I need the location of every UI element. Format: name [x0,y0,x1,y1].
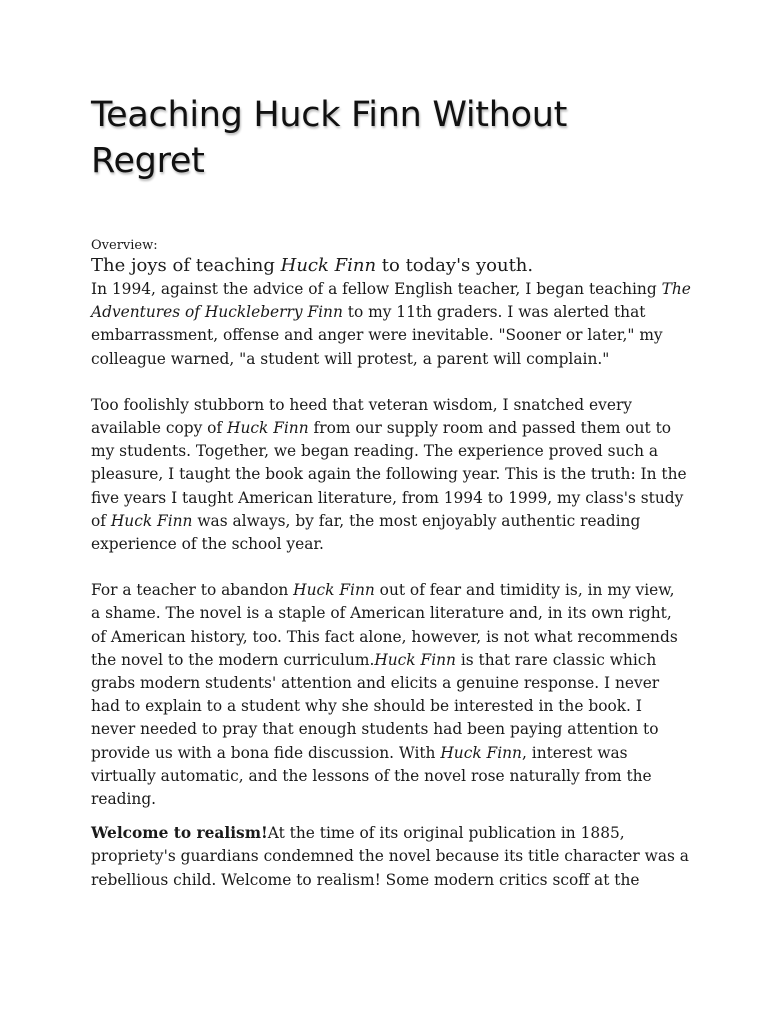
italic-title: Huck Finn [110,511,193,530]
paragraph-line: of Huck Finn was always, by far, the most enjoyably authentic reading [91,511,641,530]
page-title: Teaching Huck Finn Without Regret [91,95,568,181]
italic-title: The [661,280,691,298]
paragraph-line: never needed to pray that enough students had been paying attention to [91,720,659,739]
subtitle-text: The joys of teaching [91,255,281,276]
paragraph-line: colleague warned, "a student will protest, a parent will complain." [91,349,610,368]
paragraph-line: of American history, too. This fact alone, however, is not what recommends [91,627,678,646]
paragraph-2 [91,394,691,556]
italic-title: Huck Finn [227,419,309,438]
paragraph-3 [91,579,691,811]
italic-title: Adventures of Huckleberry Finn [91,303,343,322]
paragraph-line: pleasure, I taught the book again the following year. This is the truth: In the [91,465,687,484]
paragraph-line: reading. [91,790,157,809]
paragraph-line: provide us with a bona fide discussion. With Huck Finn, interest was [91,743,628,762]
paragraph-line: available copy of Huck Finn from our supply room and passed them out to [91,419,672,438]
italic-title: Huck Finn [440,743,522,762]
paragraph-line: virtually automatic, and the lessons of the novel rose naturally from the [91,766,652,785]
overview-label: Overview: [91,238,158,253]
paragraph-line: Too foolishly stubborn to heed that veteran wisdom, I snatched every [91,395,632,414]
italic-title: Huck Finn [293,581,375,600]
paragraph-line: the novel to the modern curriculum.Huck Finn is that rare classic which [91,650,657,669]
section-heading-inline: Welcome to realism! [91,824,268,843]
subtitle-italic: Huck Finn [280,255,377,276]
paragraph-line: embarrassment, offense and anger were inevitable. "Sooner or later," my [91,326,663,345]
paragraph-line: grabs modern students' attention and elicits a genuine response. I never [91,674,660,693]
paragraph-line: rebellious child. Welcome to realism! Some modern critics scoff at the [91,870,640,889]
paragraph-line: a shame. The novel is a staple of American literature and, in its own right, [91,604,672,623]
paragraph-line: propriety's guardians condemned the novel because its title character was a [91,847,689,866]
paragraph-4 [91,822,691,892]
paragraph-line: had to explain to a student why she should be interested in the book. I [91,697,642,716]
paragraph-line: In 1994, against the advice of a fellow English teacher, I began teaching The [91,280,691,298]
paragraph-line: For a teacher to abandon Huck Finn out of fear and timidity is, in my view, [91,581,675,600]
paragraph-line: Adventures of Huckleberry Finn to my 11th graders. I was alerted that [91,303,646,322]
paragraph-line: my students. Together, we began reading. The experience proved such a [91,442,659,461]
paragraph-line: experience of the school year. [91,535,324,554]
paragraph-line: Welcome to realism!At the time of its original publication in 1885, [91,824,625,843]
italic-title: Huck Finn [374,650,456,669]
subtitle [91,254,691,278]
document-page [91,92,691,892]
subtitle-text-end: to today's youth. [376,255,534,276]
paragraph-1 [91,278,691,371]
paragraph-line: five years I taught American literature, from 1994 to 1999, my class's study [91,488,684,507]
